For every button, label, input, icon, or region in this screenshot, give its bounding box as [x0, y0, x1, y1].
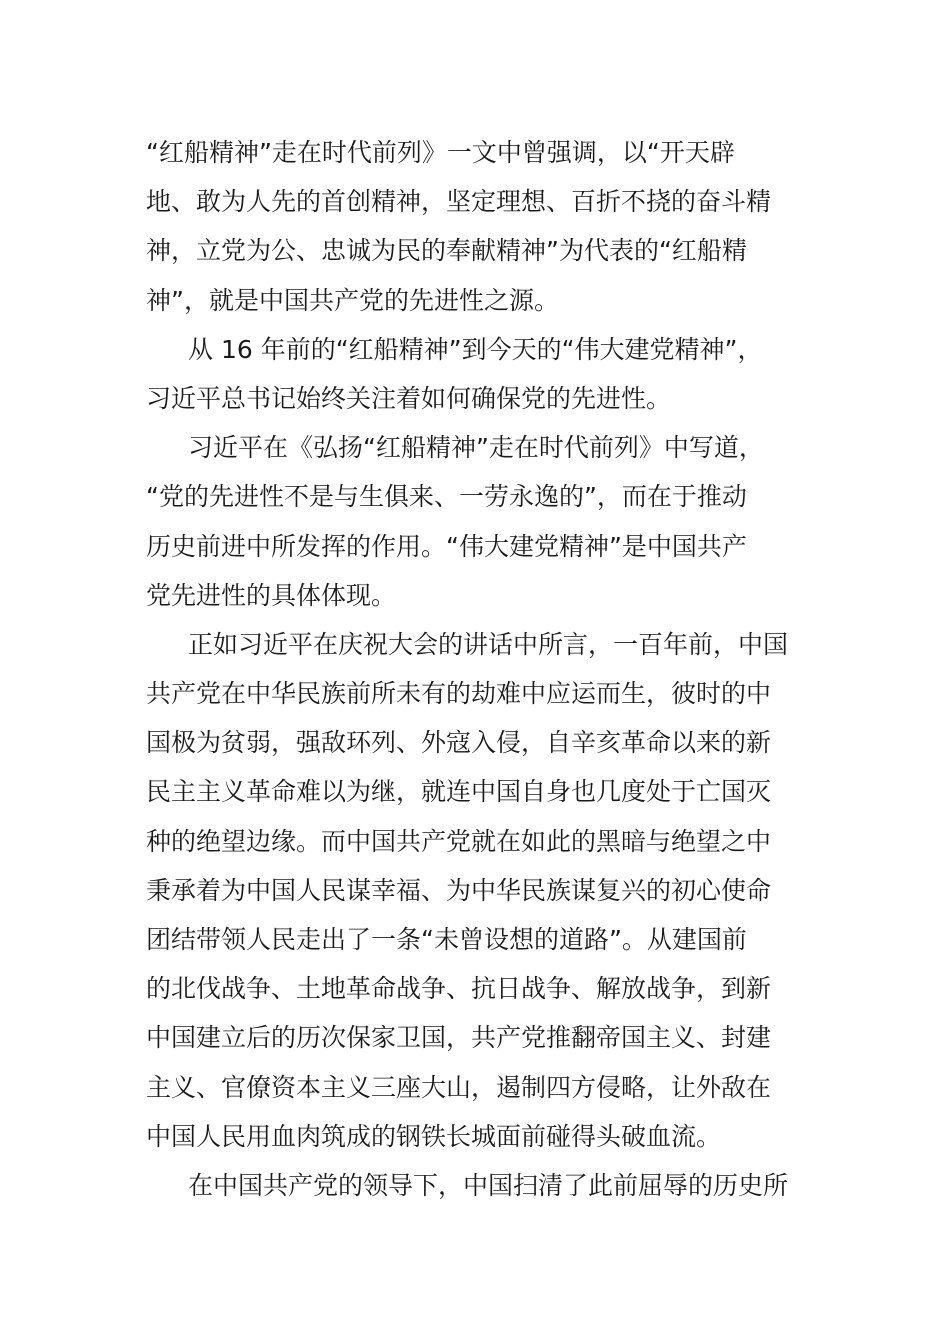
text-line: 秉承着为中国人民谋幸福、为中华民族谋复兴的初心使命	[146, 875, 772, 905]
text-line: 地、敢为人先的首创精神，坚定理想、百折不挠的奋斗精	[146, 187, 772, 217]
text-line: 中国人民用血肉筑成的钢铁长城面前碰得头破血流。	[146, 1121, 722, 1151]
text-line: 习近平总书记始终关注着如何确保党的先进性。	[146, 383, 672, 413]
text-line: 主义、官僚资本主义三座大山，遏制四方侵略，让外敌在	[146, 1072, 772, 1102]
text-line: 从 16 年前的“红船精神”到今天的“伟大建党精神”，	[188, 334, 763, 364]
document-body	[146, 128, 816, 1210]
text-line: 习近平在《弘扬“红船精神”走在时代前列》中写道，	[188, 433, 764, 463]
text-line: 神”，就是中国共产党的先进性之源。	[146, 285, 559, 315]
text-line: “党的先进性不是与生俱来、一劳永逸的”，而在于推动	[146, 482, 747, 512]
text-line: 正如习近平在庆祝大会的讲话中所言，一百年前，中国	[188, 629, 789, 659]
text-line: 的北伐战争、土地革命战争、抗日战争、解放战争，到新	[146, 974, 772, 1004]
text-line: 国极为贫弱，强敌环列、外寇入侵，自辛亥革命以来的新	[146, 728, 772, 758]
text-line: 民主主义革命难以为继，就连中国自身也几度处于亡国灭	[146, 777, 772, 807]
text-line: 党先进性的具体体现。	[146, 580, 397, 610]
text-line: 在中国共产党的领导下，中国扫清了此前屈辱的历史所	[188, 1170, 789, 1200]
text-line: 团结带领人民走出了一条“未曾设想的道路”。从建国前	[146, 925, 747, 954]
text-line: 种的绝望边缘。而中国共产党就在如此的黑暗与绝望之中	[146, 826, 772, 856]
text-line: 神，立党为公、忠诚为民的奉献精神”为代表的“红船精	[146, 236, 747, 266]
text-line: 中国建立后的历次保家卫国，共产党推翻帝国主义、封建	[146, 1023, 772, 1053]
text-line: 历史前进中所发挥的作用。“伟大建党精神”是中国共产	[146, 531, 747, 561]
text-line: 共产党在中华民族前所未有的劫难中应运而生，彼时的中	[146, 679, 772, 709]
text-line: “红船精神”走在时代前列》一文中曾强调，以“开天辟	[146, 138, 735, 167]
